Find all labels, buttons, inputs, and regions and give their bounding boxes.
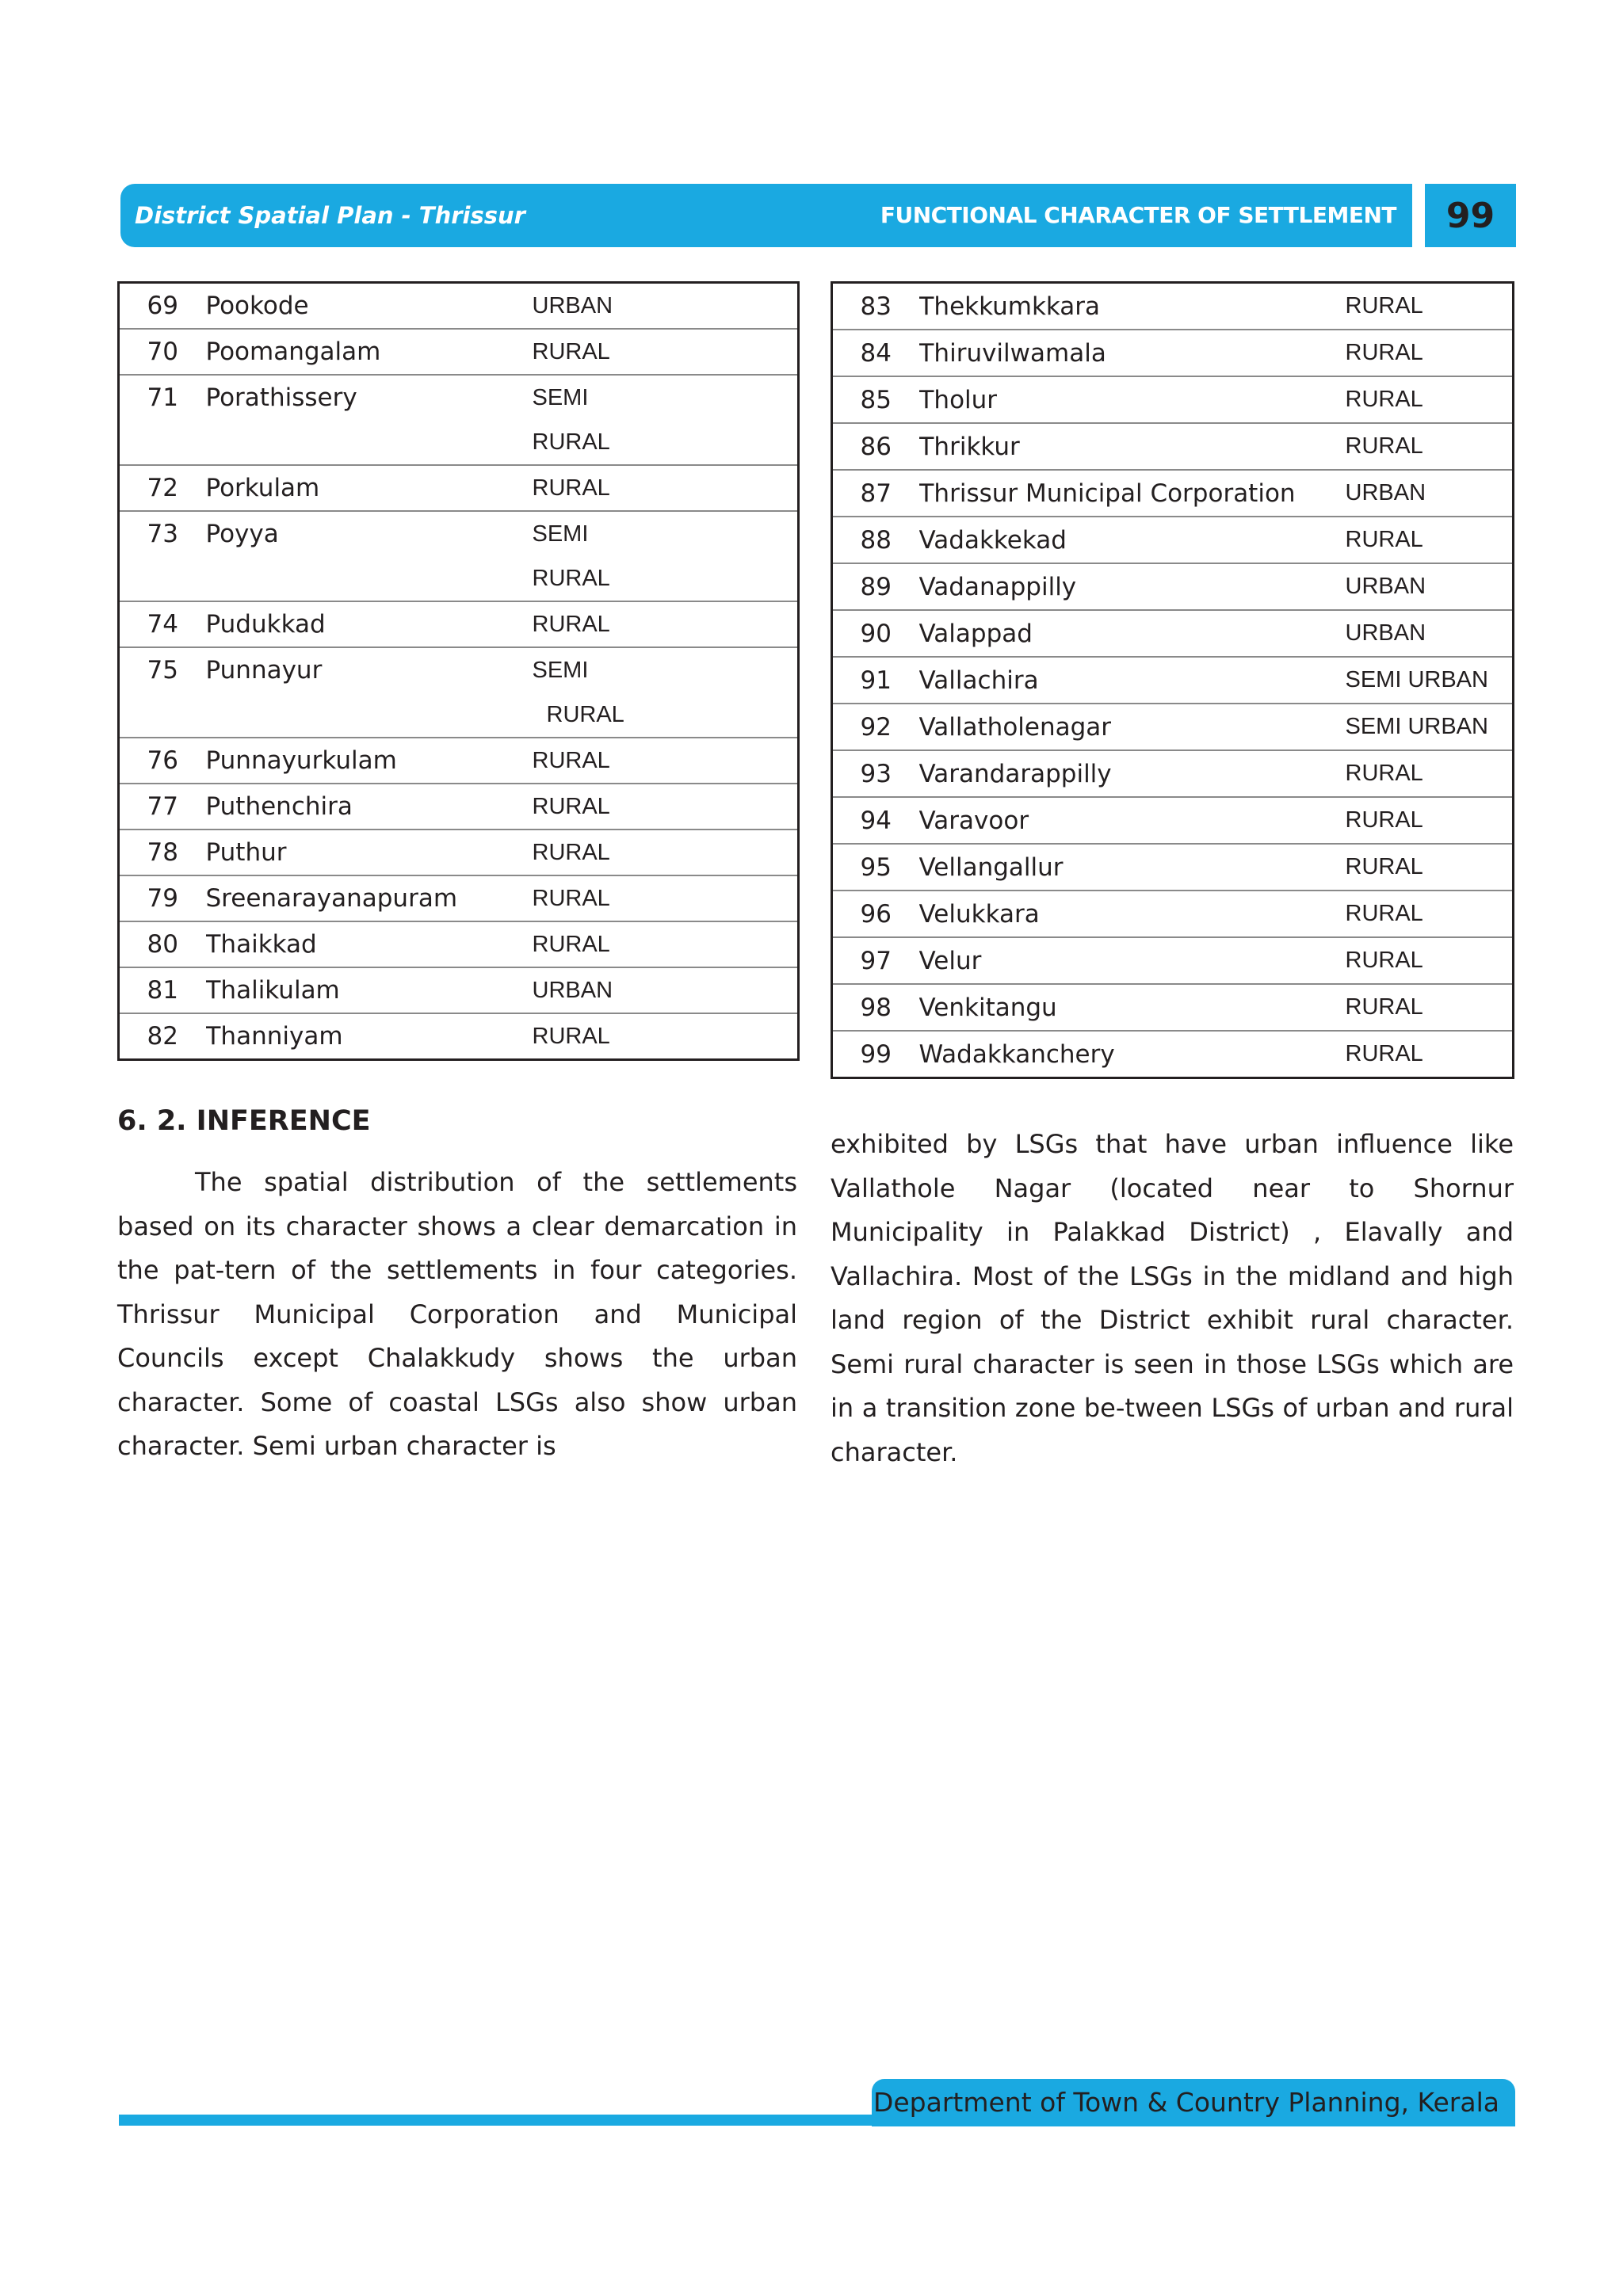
lsg-name: Vallachira [919,657,1346,704]
lsg-name: Punnayur [205,656,323,685]
settlement-class: RURAL [533,601,799,647]
settlement-class: RURAL [1346,283,1514,330]
lsg-name: Varandarappilly [919,750,1346,797]
table-row [832,610,1514,657]
table-row [832,283,1514,330]
lsg-name: Venkitangu [919,984,1346,1031]
settlement-class: RURAL [533,329,799,375]
settlement-class: RURAL [1346,937,1514,984]
serial-number: 80 [119,921,206,967]
lsg-name: Thekkumkkara [919,283,1346,330]
lsg-name: Vellangallur [919,844,1346,891]
serial-number: 88 [832,517,919,563]
settlement-class: RURAL [1346,750,1514,797]
table-row [119,784,799,830]
table-row [832,750,1514,797]
lsg-name: Sreenarayanapuram [206,875,533,921]
table-row [832,844,1514,891]
serial-number: 86 [832,423,919,470]
serial-number: 93 [832,750,919,797]
table-row [832,984,1514,1031]
lsg-name: Thrissur Municipal Corporation [919,470,1346,517]
serial-number: 85 [832,376,919,423]
settlement-class: RURAL [1346,376,1514,423]
settlement-class: SEMI [532,521,589,547]
settlement-class: SEMI URBAN [1346,657,1514,704]
lsg-name: Vadanappilly [919,563,1346,610]
table-row [119,830,799,875]
lsg-name: Thaikkad [206,921,533,967]
footer-tab [872,2079,1515,2126]
table-row [119,283,799,330]
lsg-name: Porkulam [206,465,533,511]
serial-number: 92 [832,704,919,750]
serial-number: 98 [832,984,919,1031]
serial-number: 78 [119,830,206,875]
lsg-name: Vallatholenagar [919,704,1346,750]
lsg-name: Thrikkur [919,423,1346,470]
header-bar [120,184,1412,247]
lsg-name: Punnayurkulam [206,738,533,784]
lsg-name: Varavoor [919,797,1346,844]
table-row [832,376,1514,423]
document-title: District Spatial Plan - Thrissur [135,202,525,229]
lsg-name: Tholur [919,376,1346,423]
serial-number: 74 [119,601,206,647]
table-row [119,647,799,692]
settlement-class: SEMI [532,384,589,410]
table-row [119,375,799,420]
serial-number: 96 [832,891,919,937]
table-row [119,601,799,647]
table-row-continuation [119,692,799,738]
table-row [832,797,1514,844]
footer-text: Department of Town & Country Planning, Kerala [873,2087,1499,2118]
lsg-name: Velukkara [919,891,1346,937]
lsg-name: Poomangalam [206,329,533,375]
serial-number: 75 [147,656,178,685]
settlement-class: RURAL [533,784,799,830]
table-row [832,891,1514,937]
settlement-class-continued: RURAL [533,556,799,601]
paragraph-left: The spatial distribution of the settlements based on its character shows a clear demarcation in the pat-tern of the settlements in four categories. Thrissur Municipal Corporation and Municipal Councils except Chalakkudy shows the urban character. Some of coastal LSGs also show urban character. Semi urban character is [117,1167,797,1461]
lsg-name: Wadakkanchery [918,1039,1115,1069]
lsg-name: Puthenchira [206,784,533,830]
settlement-class: SEMI URBAN [1346,704,1514,750]
lsg-name: Vadakkekad [919,517,1346,563]
serial-number: 73 [147,520,178,548]
serial-number: 71 [147,383,178,412]
serial-number: 90 [832,610,919,657]
serial-number: 72 [119,465,206,511]
serial-number: 94 [832,797,919,844]
table-row [119,738,799,784]
serial-number: 69 [119,283,206,330]
serial-number: 76 [119,738,206,784]
table-row [119,329,799,375]
serial-number: 87 [832,470,919,517]
settlement-class: RURAL [1345,1041,1423,1066]
lsg-name: Thalikulam [206,967,533,1013]
settlement-class: RURAL [532,1023,610,1049]
lsg-name: Pookode [206,283,533,330]
settlement-class: RURAL [1346,330,1514,376]
serial-number: 79 [119,875,206,921]
table-row [832,657,1514,704]
settlement-class: RURAL [1346,797,1514,844]
table-row [119,465,799,511]
lsg-name: Pudukkad [206,601,533,647]
table-row [832,1031,1514,1078]
settlement-class: RURAL [1346,891,1514,937]
settlement-class: URBAN [1346,610,1514,657]
settlement-class: SEMI [532,657,589,683]
serial-number: 99 [860,1039,892,1069]
table-row [832,470,1514,517]
table-row [119,921,799,967]
lsg-table-right [831,281,1514,1079]
settlement-class: URBAN [1346,470,1514,517]
table-row [119,875,799,921]
serial-number: 77 [119,784,206,830]
settlement-class: RURAL [533,875,799,921]
page-number: 99 [1425,184,1516,247]
serial-number: 81 [119,967,206,1013]
settlement-class: RURAL [1346,423,1514,470]
serial-number: 82 [147,1022,178,1051]
table-row [119,511,799,556]
serial-number: 95 [832,844,919,891]
lsg-name: Valappad [919,610,1346,657]
table-row [119,1013,799,1060]
settlement-class: URBAN [533,283,799,330]
lsg-name: Poyya [205,520,279,548]
chapter-title: FUNCTIONAL CHARACTER OF SETTLEMENT [880,202,1396,228]
settlement-class: RURAL [1346,844,1514,891]
table-row [832,330,1514,376]
settlement-class: URBAN [533,967,799,1013]
lsg-name: Velur [919,937,1346,984]
table-row [119,967,799,1013]
serial-number: 83 [832,283,919,330]
settlement-class-continued: RURAL [533,420,799,465]
serial-number: 70 [119,329,206,375]
table-row [832,517,1514,563]
table-row [832,563,1514,610]
lsg-name: Thiruvilwamala [919,330,1346,376]
lsg-name: Puthur [206,830,533,875]
settlement-class: RURAL [533,830,799,875]
table-row [832,423,1514,470]
settlement-class: RURAL [533,921,799,967]
lsg-name: Porathissery [205,383,357,412]
serial-number: 97 [832,937,919,984]
serial-number: 91 [832,657,919,704]
table-row [832,937,1514,984]
lsg-name: Thanniyam [205,1022,343,1051]
section-heading: 6. 2. INFERENCE [117,1105,371,1137]
table-row-continuation [119,556,799,601]
settlement-class: RURAL [1346,984,1514,1031]
serial-number: 84 [832,330,919,376]
table-row [832,704,1514,750]
lsg-table-left [117,281,800,1061]
serial-number: 89 [832,563,919,610]
settlement-class: URBAN [1346,563,1514,610]
paragraph-right: exhibited by LSGs that have urban influence like Vallathole Nagar (located near to Shornur Municipality in Palakkad District) , Elavally and Vallachira. Most of the LSGs in the midland and high land region of the District exhibit rural character. Semi rural character is seen in those LSGs which are in a transition zone be-tween LSGs of urban and rural character. [831,1129,1514,1467]
table-row-continuation [119,420,799,465]
settlement-class-continued: RURAL [533,692,799,738]
settlement-class: RURAL [533,465,799,511]
settlement-class: RURAL [533,738,799,784]
settlement-class: RURAL [1346,517,1514,563]
